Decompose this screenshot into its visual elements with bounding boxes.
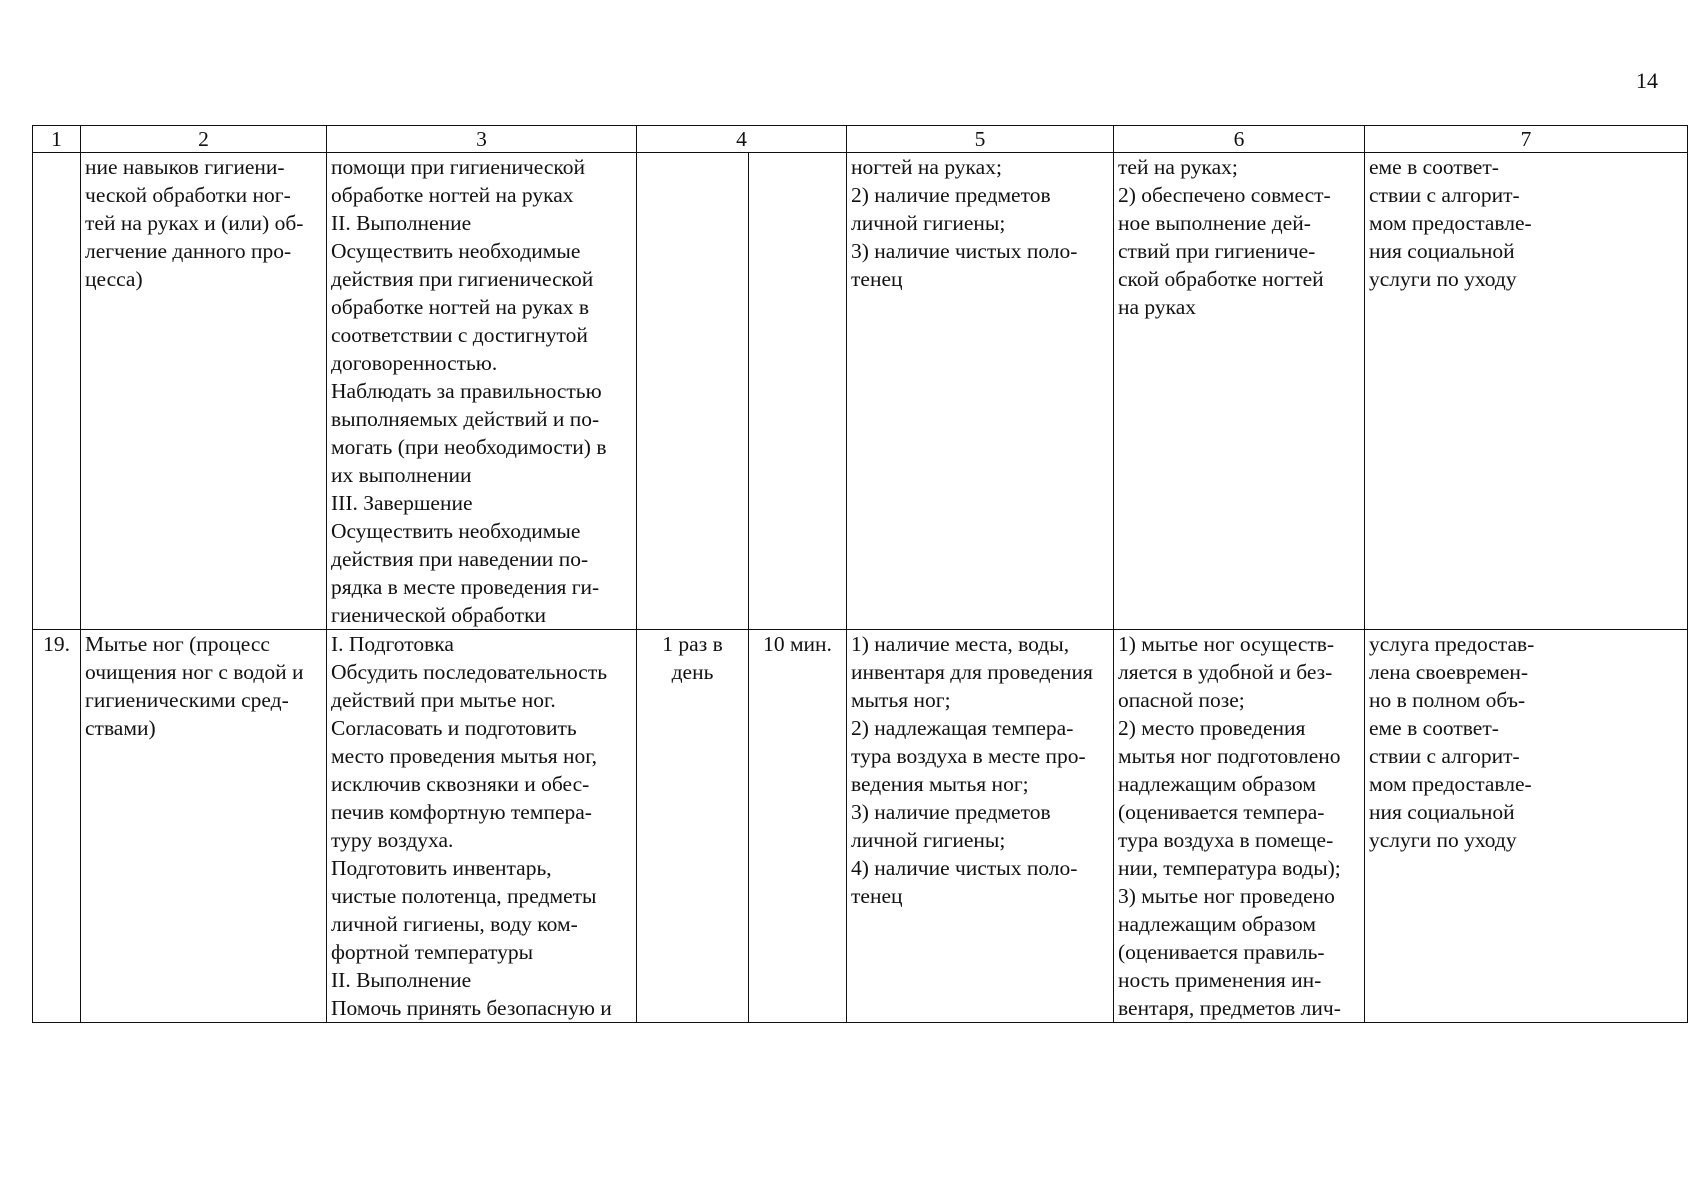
table-row: [33, 153, 1688, 630]
service-evaluation: еме в соответ- ствии с алгорит- мом предоставле- ния социальной услуги по уходу: [1365, 153, 1688, 630]
header-col-4: 4: [637, 126, 847, 153]
service-duration: 10 мин.: [749, 630, 847, 1023]
service-frequency: [637, 153, 749, 630]
service-duration: [749, 153, 847, 630]
header-col-7: 7: [1365, 126, 1688, 153]
service-conditions: ногтей на руках; 2) наличие предметов личной гигиены; 3) наличие чистых поло- тенец: [847, 153, 1114, 630]
table-row: [33, 630, 1688, 1023]
services-table: [32, 125, 1688, 1023]
row-number: [33, 153, 81, 630]
page-number: 14: [1636, 68, 1658, 93]
service-frequency: 1 раз в день: [637, 630, 749, 1023]
header-col-2: 2: [81, 126, 327, 153]
service-evaluation: услуга предостав- лена своевремен- но в полном объ- еме в соответ- ствии с алгорит- мом предоставле- ния социальной услуги по уходу: [1365, 630, 1688, 1023]
header-col-6: 6: [1114, 126, 1365, 153]
row-number: 19.: [33, 630, 81, 1023]
service-description: I. Подготовка Обсудить последовательность действий при мытье ног. Согласовать и подготовить место проведения мытья ног, исключив сквозняки и обес- печив комфортную темпера- туру воздуха. Подготовить инвентарь, чистые полотенца, предметы личной гигиены, воду ком- фортной температуры II. Выполнение Помочь принять безопасную и: [327, 630, 637, 1023]
table-header-row: [33, 126, 1688, 153]
header-col-3: 3: [327, 126, 637, 153]
service-name: Мытье ног (процесс очищения ног с водой и гигиеническими сред- ствами): [81, 630, 327, 1023]
service-name: ние навыков гигиени- ческой обработки ног- тей на руках и (или) об- легчение данного про- цесса): [81, 153, 327, 630]
service-conditions: 1) наличие места, воды, инвентаря для проведения мытья ног; 2) надлежащая темпера- тура воздуха в месте про- ведения мытья ног; 3) наличие предметов личной гигиены; 4) наличие чистых поло- тенец: [847, 630, 1114, 1023]
service-quality: 1) мытье ног осуществ- ляется в удобной и без- опасной позе; 2) место проведения мытья ног подготовлено надлежащим образом (оценивается темпера- тура воздуха в помеще- нии, температура воды); 3) мытье ног проведено надлежащим образом (оценивается правиль- ность применения ин- вентаря, предметов лич-: [1114, 630, 1365, 1023]
header-col-5: 5: [847, 126, 1114, 153]
service-description: помощи при гигиенической обработке ногтей на руках II. Выполнение Осуществить необходимые действия при гигиенической обработке ногтей на руках в соответствии с достигнутой договоренностью. Наблюдать за правильностью выполняемых действий и по- могать (при необходимости) в их выполнении III. Завершение Осуществить необходимые действия при наведении по- рядка в месте проведения ги- гиенической обработки: [327, 153, 637, 630]
service-quality: тей на руках; 2) обеспечено совмест- ное выполнение дей- ствий при гигиениче- ской обработке ногтей на руках: [1114, 153, 1365, 630]
header-col-1: 1: [33, 126, 81, 153]
